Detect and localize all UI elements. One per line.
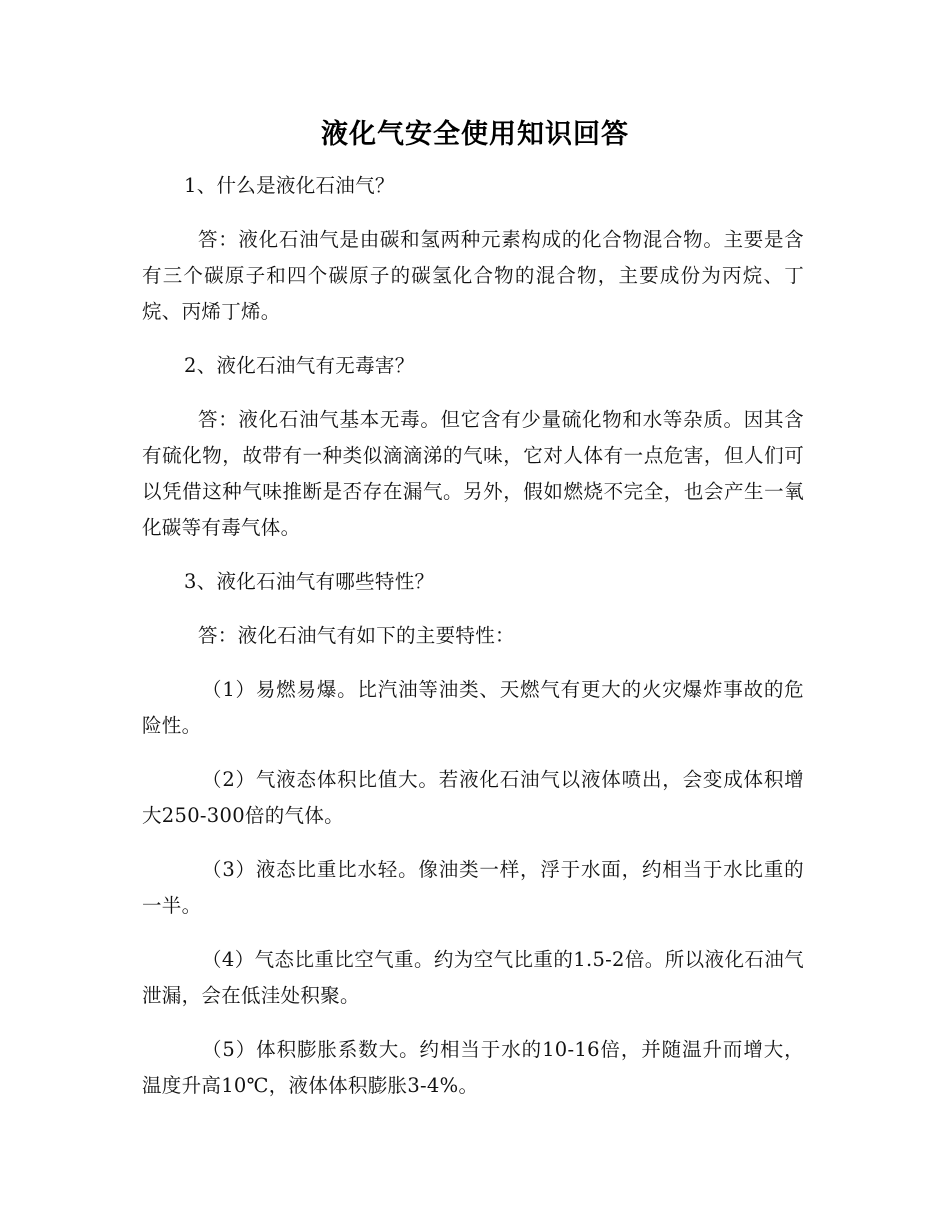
property-item-3: （3）液态比重比水轻。像油类一样，浮于水面，约相当于水比重的一半。	[142, 858, 804, 917]
property-item-2: （2）气液态体积比值大。若液化石油气以液体喷出，会变成体积增大250-300倍的气体。	[142, 768, 804, 827]
document-title: 液化气安全使用知识回答	[321, 119, 629, 150]
question-1: 1、什么是液化石油气？	[184, 174, 395, 197]
property-item-1: （1）易燃易爆。比汽油等油类、天燃气有更大的火灾爆炸事故的危险性。	[142, 678, 804, 737]
answer-2: 答：液化石油气基本无毒。但它含有少量硫化物和水等杂质。因其含有硫化物，故带有一种类似滴滴涕的气味，它对人体有一点危害，但人们可以凭借这种气味推断是否存在漏气。另外，假如燃烧不完全，也会产生一氧化碳等有毒气体。	[142, 408, 804, 539]
question-3: 3、液化石油气有哪些特性？	[184, 570, 435, 593]
answer-1: 答：液化石油气是由碳和氢两种元素构成的化合物混合物。主要是含有三个碳原子和四个碳原子的碳氢化合物的混合物，主要成份为丙烷、丁烷、丙烯丁烯。	[142, 228, 804, 323]
answer-3-intro: 答：液化石油气有如下的主要特性：	[198, 624, 515, 647]
property-item-4: （4）气态比重比空气重。约为空气比重的1.5-2倍。所以液化石油气泄漏，会在低洼处积聚。	[142, 948, 804, 1007]
document-body	[142, 168, 804, 1122]
question-2: 2、液化石油气有无毒害？	[184, 354, 415, 377]
property-item-5: （5）体积膨胀系数大。约相当于水的10-16倍，并随温升而增大，温度升高10℃，液体体积膨胀3-4%。	[142, 1038, 804, 1097]
